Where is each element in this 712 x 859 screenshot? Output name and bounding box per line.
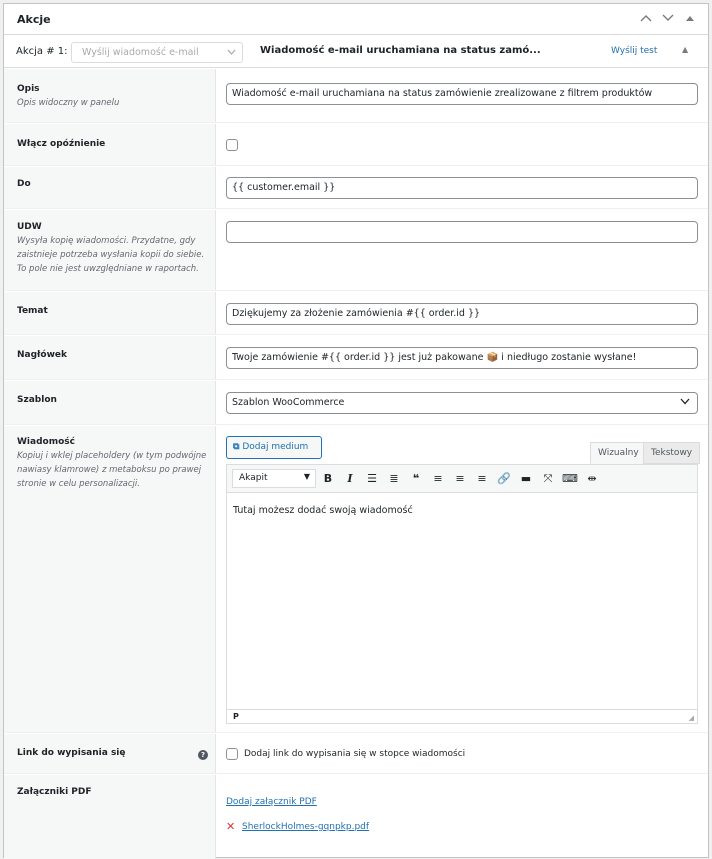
align-center-icon[interactable]: ≡ [455, 472, 465, 485]
resize-handle-icon[interactable]: ◢ [688, 714, 694, 722]
actions-panel [3, 3, 709, 858]
caret-down-icon: ▼ [303, 472, 310, 481]
remove-attachment-icon[interactable]: ✕ [226, 820, 236, 833]
bullet-list-icon[interactable]: ☰ [367, 472, 377, 485]
move-down-icon[interactable] [660, 10, 676, 26]
row-delay [4, 124, 708, 166]
move-up-icon[interactable] [638, 10, 654, 26]
send-test-link[interactable]: Wyślij test [611, 46, 658, 56]
bold-icon[interactable]: B [323, 472, 333, 485]
help-icon[interactable]: ? [198, 750, 208, 760]
tab-text[interactable]: Tekstowy [643, 442, 700, 464]
editor-path-bar [227, 709, 697, 723]
add-media-label: Dodaj medium [242, 442, 309, 452]
panel-header [4, 4, 708, 35]
panel-title: Akcje [17, 13, 51, 26]
numbered-list-icon[interactable]: ≣ [389, 472, 399, 485]
row-naglowek [4, 336, 708, 380]
row-wiadomosc [4, 426, 708, 733]
editor-content[interactable]: Tutaj możesz dodać swoją wiadomość [233, 505, 413, 516]
tab-visual[interactable]: Wizualny [590, 442, 647, 464]
temat-label: Temat [17, 306, 48, 316]
row-temat [4, 292, 708, 335]
wiadomosc-description: Kopiuj i wklej placeholdery (w tym podwójne nawiasy klamrowe) z metaboksu po prawej stronie w celu personalizacji. [17, 451, 207, 489]
italic-icon[interactable]: I [347, 472, 353, 485]
opis-description: Opis widoczny w panelu [17, 98, 120, 108]
pdf-file-link[interactable]: SherlockHolmes-gqnpkp.pdf [242, 822, 370, 832]
read-more-icon[interactable]: ▬ [520, 472, 532, 485]
row-pdf [4, 775, 708, 859]
opis-label: Opis [17, 84, 40, 94]
collapse-icon[interactable] [682, 10, 698, 26]
delay-label: Włącz opóźnienie [17, 139, 106, 149]
chevron-down-icon [680, 397, 690, 408]
row-do [4, 167, 708, 209]
row-szablon [4, 381, 708, 425]
toolbar-toggle-icon[interactable]: ⇹ [587, 472, 597, 485]
add-pdf-link[interactable]: Dodaj załącznik PDF [226, 797, 317, 807]
media-icon: ⧉ [233, 442, 240, 452]
row-opis [4, 69, 708, 123]
unsubscribe-label: Link do wypisania się [17, 748, 126, 758]
pdf-label: Załączniki PDF [17, 787, 92, 797]
action-number-label: Akcja # 1: [16, 46, 68, 57]
action-type-select[interactable] [71, 42, 243, 63]
keyboard-icon[interactable]: ⌨ [562, 472, 578, 485]
temat-input[interactable]: Dziękujemy za złożenie zamówienia #{{ order.id }} [226, 303, 698, 325]
action-type-placeholder: Wyślij wiadomość e-mail [82, 47, 199, 58]
editor-toolbar [227, 465, 697, 493]
format-select[interactable] [232, 469, 316, 488]
align-left-icon[interactable]: ≡ [433, 472, 443, 485]
szablon-value: Szablon WooCommerce [232, 397, 345, 408]
unsubscribe-checkbox[interactable] [226, 748, 238, 760]
collapse-action-icon[interactable]: ▲ [682, 45, 689, 54]
row-unsubscribe [4, 734, 708, 774]
row-udw [4, 210, 708, 291]
delay-checkbox[interactable] [226, 139, 238, 151]
add-media-button[interactable] [226, 436, 322, 459]
align-right-icon[interactable]: ≡ [477, 472, 487, 485]
action-name: Wiadomość e-mail uruchamiana na status zamó... [260, 45, 541, 56]
udw-description: Wysyła kopię wiadomości. Przydatne, gdy zaistnieje potrzeba wysłania kopii do siebie. To pole nie jest uwzględniane w raportach. [17, 236, 205, 274]
do-label: Do [17, 179, 31, 189]
udw-input[interactable] [226, 221, 698, 243]
action-bar [4, 36, 708, 68]
link-icon[interactable]: 🔗 [497, 472, 511, 485]
wiadomosc-label: Wiadomość [17, 437, 75, 447]
blockquote-icon[interactable]: ❝ [412, 472, 420, 485]
szablon-label: Szablon [17, 395, 57, 405]
opis-input[interactable]: Wiadomość e-mail uruchamiana na status zamówienie zrealizowane z filtrem produktów [226, 83, 698, 105]
do-input[interactable]: {{ customer.email }} [226, 177, 698, 199]
editor-path: P [233, 712, 239, 721]
unsubscribe-checkbox-label[interactable]: Dodaj link do wypisania się w stopce wiadomości [244, 749, 466, 759]
format-value: Akapit [239, 473, 268, 483]
naglowek-input[interactable]: Twoje zamówienie #{{ order.id }} jest już pakowane 📦 i niedługo zostanie wysłane! [226, 347, 698, 369]
naglowek-label: Nagłówek [17, 350, 67, 360]
udw-label: UDW [17, 222, 42, 232]
szablon-select[interactable] [226, 392, 698, 414]
fullscreen-icon[interactable]: ⤧ [543, 472, 553, 485]
message-editor [226, 464, 698, 724]
chevron-down-icon [227, 47, 236, 58]
panel-controls [638, 10, 698, 26]
